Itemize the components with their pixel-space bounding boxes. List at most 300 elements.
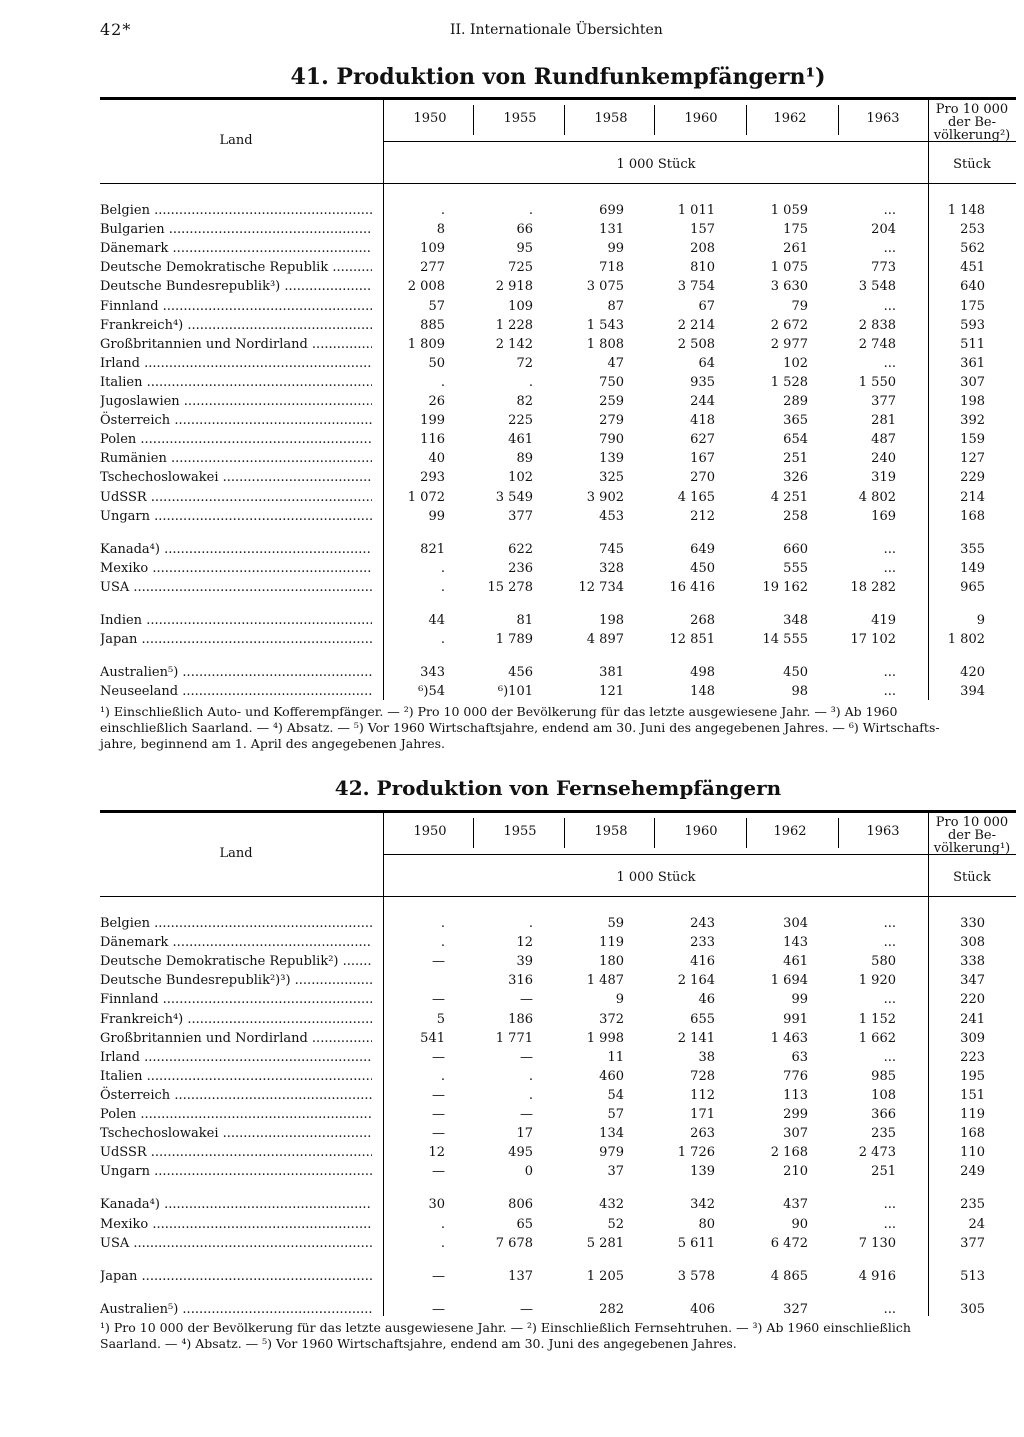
table1-cell: 377 (508, 508, 533, 524)
table1-cell: . (440, 632, 445, 648)
table1-cell: . (440, 560, 445, 576)
table1-cell: 175 (960, 298, 985, 314)
table1-unit-rule (383, 141, 1016, 142)
table2-cell: . (528, 1068, 533, 1084)
table1-cell: 654 (783, 432, 808, 448)
table1-year-header: 1950 (413, 111, 447, 126)
table1-cell: 1 072 (407, 489, 445, 505)
table2-country-name: Kanada⁴) ..... (100, 1195, 372, 1214)
table2-country-name: Tschechoslowakei ..... (100, 1124, 372, 1143)
table2-cell: 1 205 (586, 1268, 624, 1284)
table2-cell: 11 (607, 1049, 624, 1065)
table1-cell: 8 (436, 222, 445, 238)
table2-cell: 541 (420, 1030, 445, 1046)
table1-cell: 2 142 (495, 336, 533, 352)
table2-country-name: Deutsche Bundesrepublik²)³) ..... (100, 971, 372, 990)
table1-country-name: Frankreich⁴) ..... (100, 316, 372, 335)
table1-cell: 394 (960, 684, 985, 700)
table2-cell: 304 (783, 916, 808, 931)
table2-cell: 233 (690, 935, 715, 951)
table2-cell: — (520, 1049, 533, 1065)
table2-country-name: Österreich ..... (100, 1086, 372, 1105)
table1-cell: 159 (960, 432, 985, 448)
table1-cell: 3 548 (858, 279, 896, 295)
table1-cell: 343 (420, 665, 445, 681)
table2-cell: 90 (791, 1216, 808, 1232)
table1-cell: 965 (960, 579, 985, 595)
table1-cell: 1 528 (770, 374, 808, 390)
table2-cell: 235 (871, 1126, 896, 1142)
table2-cell: 52 (607, 1216, 624, 1232)
table1-cell: 102 (783, 355, 808, 371)
table2-cell: 12 (516, 935, 533, 951)
table2-cell: — (520, 1301, 533, 1317)
table2-cell: 9 (615, 992, 624, 1008)
table2-country-name: Australien⁵) ..... (100, 1300, 372, 1319)
table2-row (100, 1010, 1016, 1029)
table2-cell: 134 (599, 1126, 624, 1142)
table2-cell: 108 (871, 1087, 896, 1103)
table2-row (100, 1234, 1016, 1253)
table2-cell: . (440, 916, 445, 931)
table1-row (100, 507, 1016, 526)
table1-cell: 699 (599, 203, 624, 218)
table1-cell: 64 (698, 355, 715, 371)
table2-cell: 17 (516, 1126, 533, 1142)
table1-cell: 17 102 (850, 632, 896, 648)
table1-cell: 19 162 (762, 579, 808, 595)
table1-row (100, 220, 1016, 239)
table1-cell: 810 (690, 260, 715, 276)
table2-cell: . (440, 1216, 445, 1232)
table1-country-name: Österreich ..... (100, 411, 372, 430)
table1-country-name: Polen ..... (100, 430, 372, 449)
table2-cell: 985 (871, 1068, 896, 1084)
table2-cell: — (520, 992, 533, 1008)
table2-cell: 1 920 (858, 973, 896, 989)
table1-cell: ... (883, 684, 896, 700)
table2-cell: 1 662 (858, 1030, 896, 1046)
table1-cell: 2 838 (858, 317, 896, 333)
table2-cell: 305 (960, 1301, 985, 1317)
table2-cell: 57 (607, 1107, 624, 1122)
table2-cell: . (440, 1068, 445, 1084)
table1-cell: 148 (690, 684, 715, 700)
table1-cell: 66 (516, 222, 533, 238)
table1-cell: 87 (607, 298, 624, 314)
table1-cell: 1 148 (947, 203, 985, 218)
page-number: 42* (100, 20, 132, 39)
table2-cell: 338 (960, 954, 985, 970)
table1-cell: 109 (420, 241, 445, 257)
table1-cell: 214 (960, 489, 985, 505)
table1-row (100, 468, 1016, 487)
table1-country-name: Dänemark ..... (100, 239, 372, 258)
table2-col-divider (564, 818, 565, 848)
table2-unit-rule (383, 854, 1016, 855)
table2-cell: 308 (960, 935, 985, 951)
table2-cell: 5 281 (586, 1235, 624, 1251)
table1-cell: 821 (420, 541, 445, 557)
table2-cell: 37 (607, 1164, 624, 1180)
table2-row (100, 1143, 1016, 1162)
table1-cell: 168 (960, 508, 985, 524)
table2-cell: 80 (698, 1216, 715, 1232)
table2-cell: 377 (960, 1235, 985, 1251)
table1-cell: 99 (428, 508, 445, 524)
table1-row (100, 488, 1016, 507)
table2-header-rule (100, 896, 1016, 897)
table2-row (100, 1300, 1016, 1319)
table1-cell: 131 (599, 222, 624, 238)
table2-row (100, 1105, 1016, 1124)
table1-cell: 253 (960, 222, 985, 238)
table2-cell: 1 487 (586, 973, 624, 989)
table1-col-divider (838, 105, 839, 135)
table2-country-name: Mexiko ..... (100, 1215, 372, 1234)
table1-country-name: Finnland ..... (100, 297, 372, 316)
table2-country-name: Finnland ..... (100, 990, 372, 1009)
table1-cell: 225 (508, 413, 533, 429)
table2-cell: — (432, 954, 445, 970)
table2-row (100, 1195, 1016, 1214)
table1-cell: 67 (698, 298, 715, 314)
table1-cell: 259 (599, 394, 624, 409)
table2-cell: 416 (690, 954, 715, 970)
table2-cell: — (432, 1087, 445, 1103)
table1-cell: 99 (607, 241, 624, 257)
table2-cell: 119 (960, 1107, 985, 1122)
table1-cell: 1 543 (586, 317, 624, 333)
table1-cell: 348 (783, 613, 808, 628)
table2-cell: 241 (960, 1011, 985, 1027)
table1-cell: 2 508 (677, 336, 715, 352)
table1-cell: 40 (428, 451, 445, 467)
table1-cell: 261 (783, 241, 808, 257)
table1-cell: ⁶)101 (497, 684, 533, 700)
table1-cell: 453 (599, 508, 624, 524)
table2-country-name: Großbritannien und Nordirland ..... (100, 1029, 372, 1048)
table2-cell: 991 (783, 1011, 808, 1027)
table1-cell: 57 (428, 298, 445, 314)
table1-land-header: Land (219, 133, 253, 148)
table2-cell: 347 (960, 973, 985, 989)
table2-cell: 461 (783, 954, 808, 970)
table1-cell: 277 (420, 260, 445, 276)
table1-cell: 307 (960, 374, 985, 390)
table1-cell: . (440, 203, 445, 218)
table1-cell: 116 (420, 432, 445, 448)
table1-cell: 725 (508, 260, 533, 276)
table2-cell: 171 (690, 1107, 715, 1122)
table2-cell: 168 (960, 1126, 985, 1142)
table2-cell: ... (883, 916, 896, 931)
table1-cell: 199 (420, 413, 445, 429)
table1-cell: ⁶)54 (418, 684, 445, 700)
table1-cell: 149 (960, 560, 985, 576)
table2-cell: 330 (960, 916, 985, 931)
table2-cell: 1 463 (770, 1030, 808, 1046)
table1-cell: ... (883, 298, 896, 314)
table2-country-name: Japan ..... (100, 1267, 372, 1286)
table1-header-rule (100, 183, 1016, 184)
table1-cell: 660 (783, 541, 808, 557)
table1-cell: 355 (960, 541, 985, 557)
table2-cell: 137 (508, 1268, 533, 1284)
table2-cell: 113 (783, 1087, 808, 1103)
table1-cell: 419 (871, 613, 896, 628)
table1-cell: 244 (690, 394, 715, 409)
table1-cell: 2 008 (407, 279, 445, 295)
table2-cell: 39 (516, 954, 533, 970)
table1-cell: 268 (690, 613, 715, 628)
table2-cell: — (432, 1049, 445, 1065)
table2-cell: 728 (690, 1068, 715, 1084)
table2-row (100, 971, 1016, 990)
table1-cell: 169 (871, 508, 896, 524)
table2-land-header: Land (219, 846, 253, 861)
table1-cell: 167 (690, 451, 715, 467)
table2-cell: 63 (791, 1049, 808, 1065)
table1-cell: 593 (960, 317, 985, 333)
table1-top-rule (100, 97, 1016, 100)
table2-cell: 65 (516, 1216, 533, 1232)
table1-row (100, 559, 1016, 578)
table2-cell: 316 (508, 973, 533, 989)
table1-cell: 3 902 (586, 489, 624, 505)
table2-cell: 59 (607, 916, 624, 931)
table2-cell: 99 (791, 992, 808, 1008)
table1-cell: ... (883, 241, 896, 257)
table1-footnotes: ¹) Einschließlich Auto- und Kofferempfänger. — ²) Pro 10 000 der Bevölkerung für das letzte ausgewiesene Jahr. — ³) Ab 1960 einschließlich Saarland. — ⁴) Absatz. — ⁵) Vor 1960 Wirtschaftsjahre, endend am 30. Juni des angegebenen Jahres. — ⁶) Wirtschafts- jahre, beginnend am 1. April des angegebenen Jahres. (100, 704, 940, 751)
table1-cell: 26 (428, 394, 445, 409)
table2-footnotes: ¹) Pro 10 000 der Bevölkerung für das letzte ausgewiesene Jahr. — ²) Einschließlich Fernsehtruhen. — ³) Ab 1960 einschließlich Saarland. — ⁴) Absatz. — ⁵) Vor 1960 Wirtschaftsjahre, endend am 30. Juni des angegebenen Jahres. (100, 1320, 911, 1351)
table2-year-header: 1955 (503, 824, 537, 839)
table2-cell: 460 (599, 1068, 624, 1084)
table2-cell: ... (883, 1301, 896, 1317)
table2-country-name: Frankreich⁴) ..... (100, 1010, 372, 1029)
table1-col-divider (473, 105, 474, 135)
table1-cell: 456 (508, 665, 533, 681)
table1-cell: 392 (960, 413, 985, 429)
table2-cell: 1 726 (677, 1145, 715, 1161)
table2-cell: 139 (690, 1164, 715, 1180)
table1-country-name: UdSSR ..... (100, 488, 372, 507)
table2-cell: 309 (960, 1030, 985, 1046)
table2-country-name: Ungarn ..... (100, 1162, 372, 1181)
table1-cell: ... (883, 560, 896, 576)
table2-cell: 180 (599, 954, 624, 970)
table1-cell: 1 075 (770, 260, 808, 276)
table1-country-name: Jugoslawien ..... (100, 392, 372, 411)
table1-cell: 3 754 (677, 279, 715, 295)
table1-cell: 498 (690, 665, 715, 681)
table2-cell: 3 578 (677, 1268, 715, 1284)
table1-cell: 627 (690, 432, 715, 448)
table1-cell: 2 918 (495, 279, 533, 295)
table2-cell: 220 (960, 992, 985, 1008)
table2-cell: ... (883, 1197, 896, 1213)
table2-row (100, 1162, 1016, 1181)
table1-cell: 461 (508, 432, 533, 448)
table1-row (100, 201, 1016, 220)
table2-cell: ... (883, 1049, 896, 1065)
table1-cell: 157 (690, 222, 715, 238)
table2-cell: . (528, 916, 533, 931)
table2-country-name: Polen ..... (100, 1105, 372, 1124)
table1-cell: 14 555 (762, 632, 808, 648)
table2-country-name: USA ..... (100, 1234, 372, 1253)
table1-cell: . (528, 374, 533, 390)
table2-cell: 366 (871, 1107, 896, 1122)
table1-cell: 718 (599, 260, 624, 276)
table2-cell: 249 (960, 1164, 985, 1180)
table2-year-header: 1958 (594, 824, 628, 839)
table1-cell: 319 (871, 470, 896, 486)
table2-year-header: 1960 (684, 824, 718, 839)
table1-cell: 82 (516, 394, 533, 409)
table2-cell: 223 (960, 1049, 985, 1065)
table2-row (100, 1048, 1016, 1067)
table1-cell: 229 (960, 470, 985, 486)
table2-row (100, 1086, 1016, 1105)
table1-cell: 1 789 (495, 632, 533, 648)
table2-row (100, 1215, 1016, 1234)
table1-country-name: Japan ..... (100, 630, 372, 649)
table2-cell: 513 (960, 1268, 985, 1284)
table2-cell: — (432, 1107, 445, 1122)
table1-cell: 418 (690, 413, 715, 429)
table2-cell: 806 (508, 1197, 533, 1213)
table2-cell: 112 (690, 1087, 715, 1103)
table1-cell: 325 (599, 470, 624, 486)
table2-cell: 406 (690, 1301, 715, 1317)
table2-cell: 2 164 (677, 973, 715, 989)
table2-row (100, 1067, 1016, 1086)
table2-cell: ... (883, 935, 896, 951)
table1-row (100, 611, 1016, 630)
table1-year-header: 1960 (684, 111, 718, 126)
table1-title: 41. Produktion von Rundfunkempfängern¹) (290, 64, 826, 90)
table1-cell: 175 (783, 222, 808, 238)
table2-cell: 263 (690, 1126, 715, 1142)
table1-cell: 81 (516, 613, 533, 628)
table2-cell: 38 (698, 1049, 715, 1065)
table2-row (100, 990, 1016, 1009)
table1-row (100, 630, 1016, 649)
table1-country-name: Mexiko ..... (100, 559, 372, 578)
table1-cell: 1 809 (407, 336, 445, 352)
table1-cell: 555 (783, 560, 808, 576)
table2-cell: 243 (690, 916, 715, 931)
table2-country-name: UdSSR ..... (100, 1143, 372, 1162)
table1-country-name: Deutsche Bundesrepublik³) ..... (100, 277, 372, 296)
table1-cell: 2 214 (677, 317, 715, 333)
table1-row (100, 663, 1016, 682)
table1-cell: 293 (420, 470, 445, 486)
table1-cell: 4 802 (858, 489, 896, 505)
table2-cell: 282 (599, 1301, 624, 1317)
table1-cell: 16 416 (669, 579, 715, 595)
table1-cell: 139 (599, 451, 624, 467)
table2-title: 42. Produktion von Fernsehempfängern (334, 776, 782, 800)
table1-cell: 450 (783, 665, 808, 681)
table1-row (100, 239, 1016, 258)
table2-cell: 186 (508, 1011, 533, 1027)
table1-country-name: Großbritannien und Nordirland ..... (100, 335, 372, 354)
table1-cell: 773 (871, 260, 896, 276)
table1-row (100, 373, 1016, 392)
table2-country-name: Irland ..... (100, 1048, 372, 1067)
table1-cell: 236 (508, 560, 533, 576)
table1-country-name: Italien ..... (100, 373, 372, 392)
table1-country-name: Neuseeland ..... (100, 682, 372, 701)
table1-cell: 4 251 (770, 489, 808, 505)
table1-country-name: Australien⁵) ..... (100, 663, 372, 682)
table2-cell: 2 141 (677, 1030, 715, 1046)
table2-cell: 7 678 (495, 1235, 533, 1251)
table1-cell: 3 075 (586, 279, 624, 295)
table2-year-header: 1950 (413, 824, 447, 839)
table2-row (100, 1124, 1016, 1143)
table1-row (100, 430, 1016, 449)
table1-cell: 790 (599, 432, 624, 448)
table1-cell: 270 (690, 470, 715, 486)
table1-cell: 98 (791, 684, 808, 700)
table1-cell: ... (883, 355, 896, 371)
table2-col-divider (746, 818, 747, 848)
table1-row (100, 316, 1016, 335)
table2-per-header: Pro 10 000 der Be- völkerung¹) (933, 815, 1011, 856)
table1-cell: 562 (960, 241, 985, 257)
table1-cell: 511 (960, 336, 985, 352)
table2-cell: 151 (960, 1087, 985, 1103)
table1-year-header: 1958 (594, 111, 628, 126)
table1-cell: . (440, 579, 445, 595)
table1-cell: 109 (508, 298, 533, 314)
table1-cell: 79 (791, 298, 808, 314)
table1-cell: 204 (871, 222, 896, 238)
table2-cell: 1 771 (495, 1030, 533, 1046)
table1-cell: 1 011 (677, 203, 715, 218)
table1-cell: 281 (871, 413, 896, 429)
table2-cell: ... (883, 1216, 896, 1232)
table1-cell: 198 (960, 394, 985, 409)
table1-cell: 377 (871, 394, 896, 409)
table2-unit-label: 1 000 Stück (616, 870, 696, 885)
table2-cell: 5 (436, 1011, 445, 1027)
table2-cell: 46 (698, 992, 715, 1008)
table2-row (100, 952, 1016, 971)
table1-cell: 328 (599, 560, 624, 576)
table1-col-divider (654, 105, 655, 135)
table2-cell: . (440, 1235, 445, 1251)
table1-country-name: Irland ..... (100, 354, 372, 373)
table2-cell: 235 (960, 1197, 985, 1213)
table2-cell: 580 (871, 954, 896, 970)
table1-row (100, 335, 1016, 354)
table1-cell: 381 (599, 665, 624, 681)
table2-cell: 4 916 (858, 1268, 896, 1284)
table1-row (100, 682, 1016, 701)
table1-row (100, 392, 1016, 411)
table1-cell: 1 802 (947, 632, 985, 648)
table2-cell: 54 (607, 1087, 624, 1103)
table1-cell: 4 165 (677, 489, 715, 505)
table1-cell: 212 (690, 508, 715, 524)
table2-cell: — (432, 1268, 445, 1284)
table1-cell: 127 (960, 451, 985, 467)
